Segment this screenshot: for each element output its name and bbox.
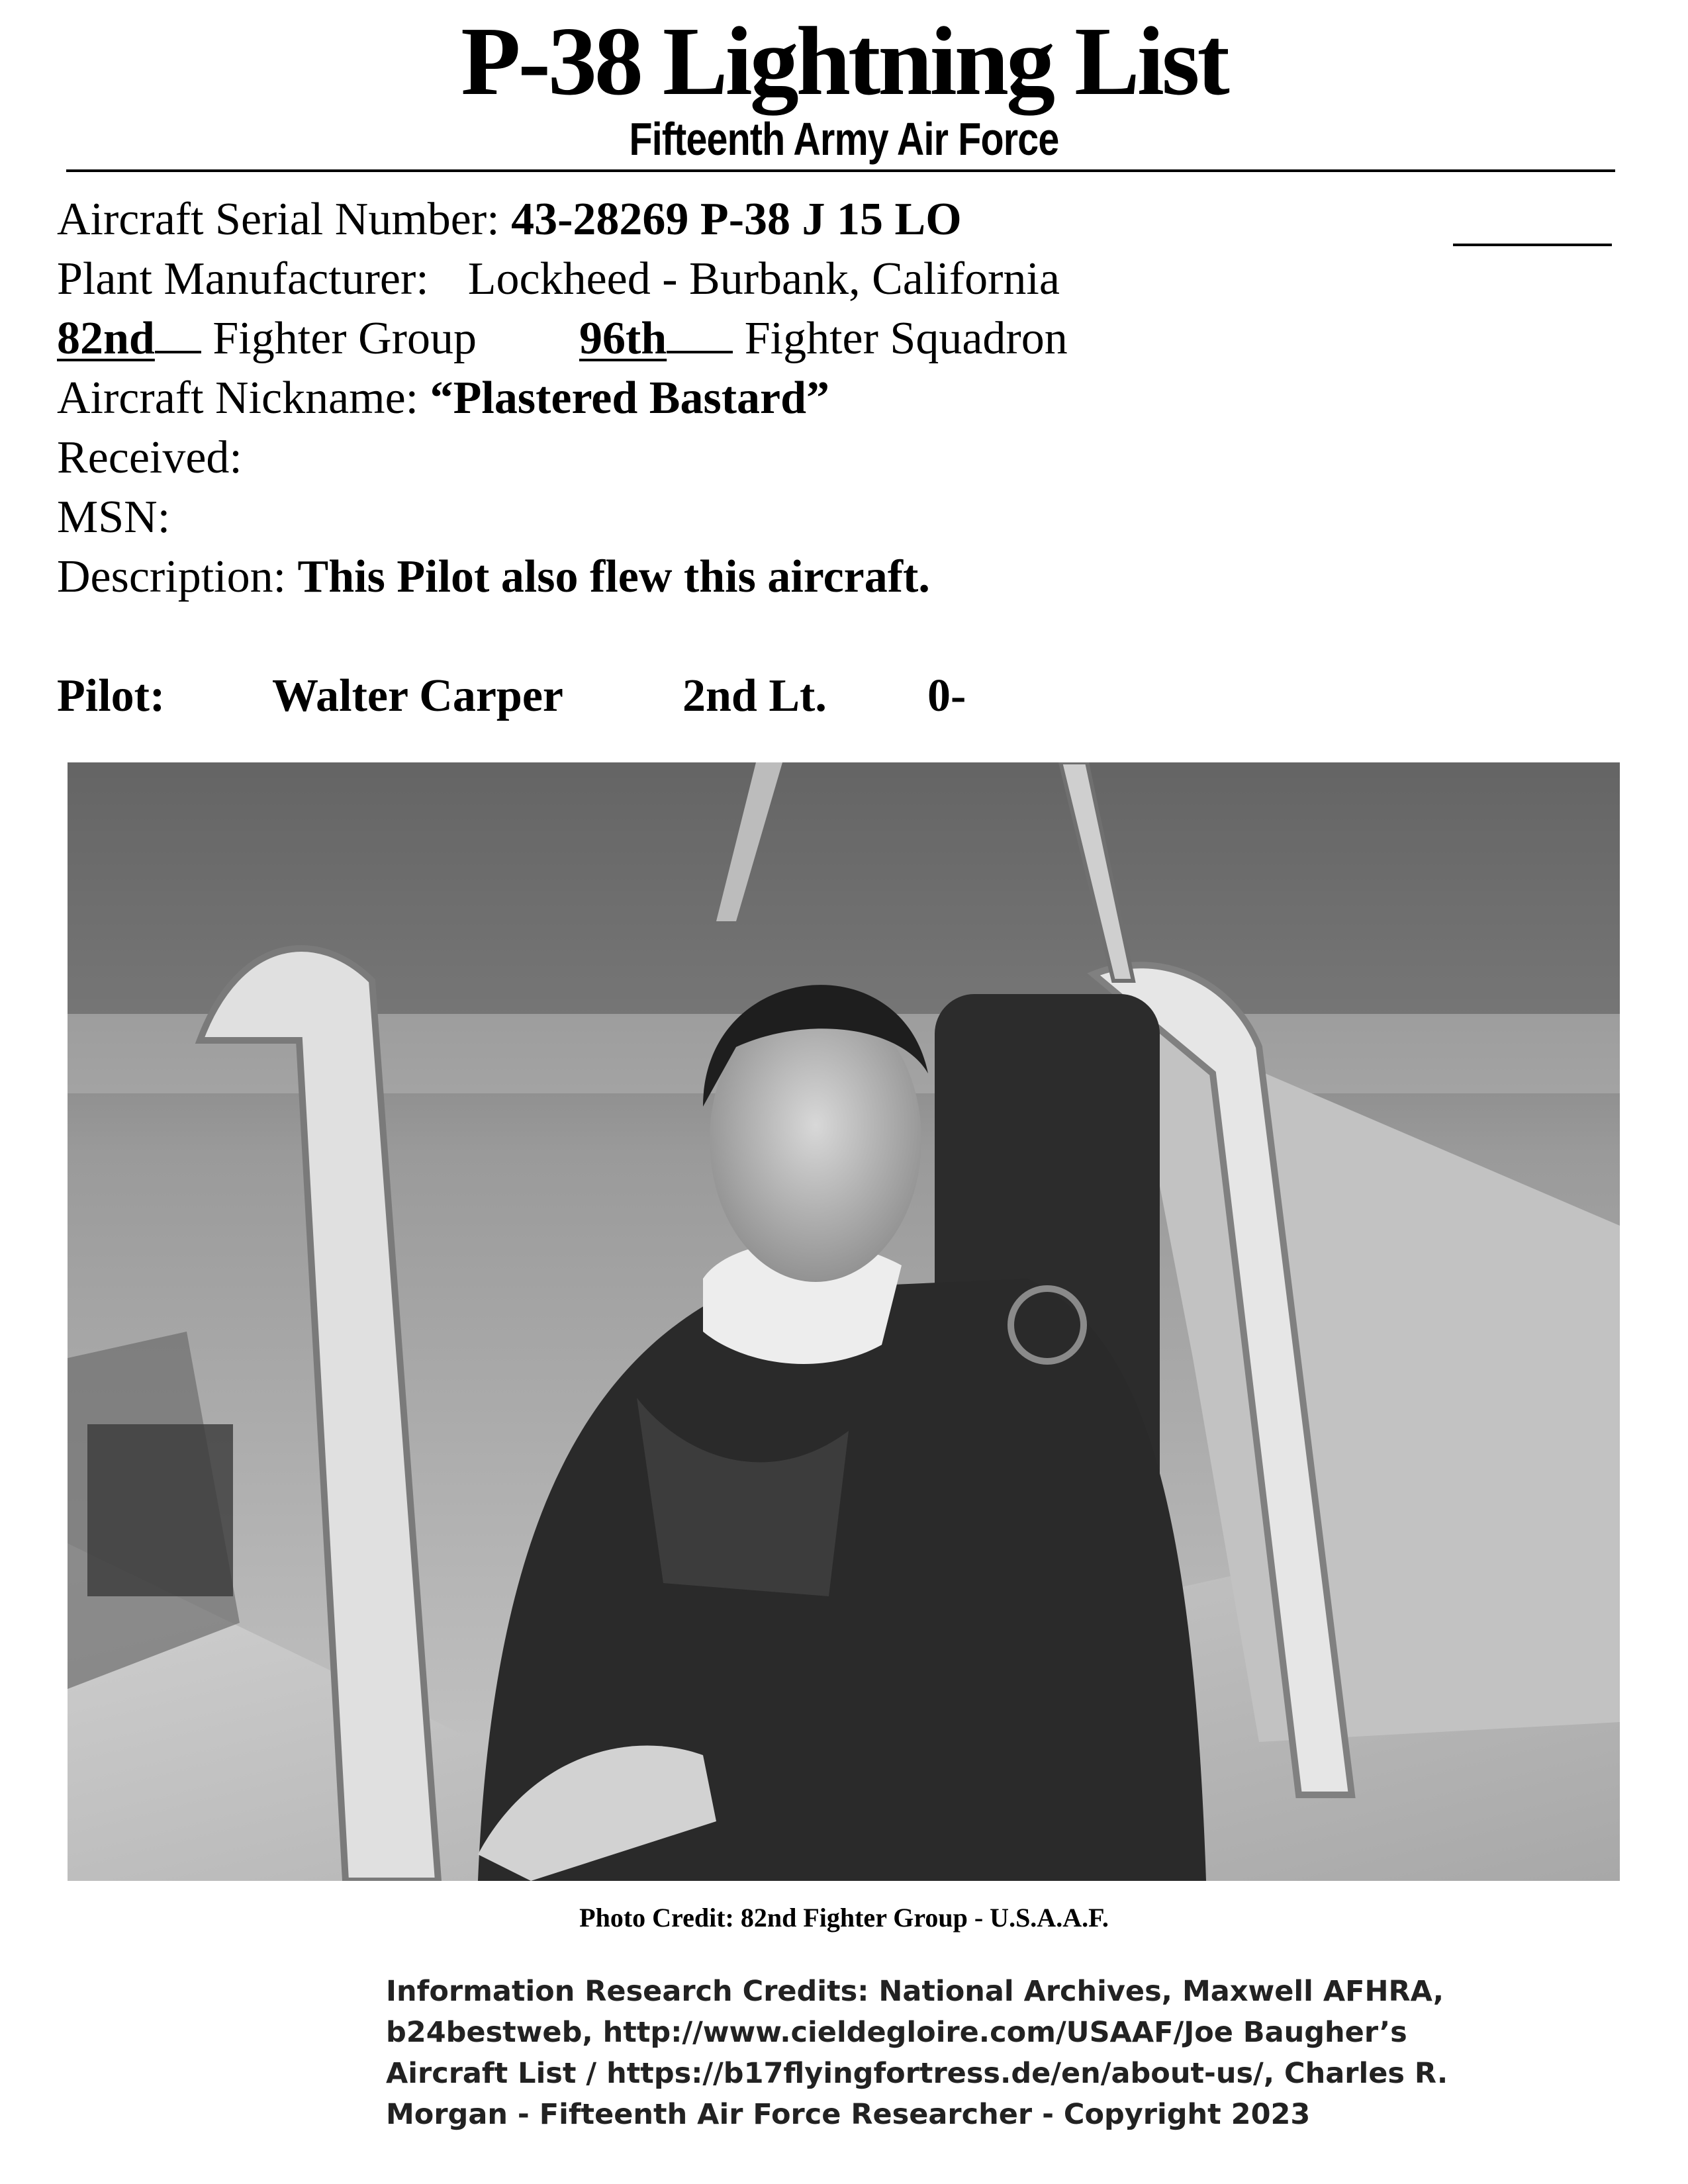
nickname-value: “Plastered Bastard” (430, 373, 829, 424)
pilot-service-number: 0- (927, 670, 966, 721)
manufacturer-label: Plant Manufacturer: (57, 253, 429, 304)
credits-line: Morgan - Fifteenth Air Force Researcher - Copyright 2023 (386, 2098, 1311, 2131)
squadron-label: Fighter Squadron (744, 313, 1068, 364)
nickname-row (57, 372, 829, 425)
msn-label: MSN: (57, 492, 171, 543)
group-label: Fighter Group (212, 313, 477, 364)
group-value: 82nd (57, 313, 155, 364)
pilot-photo (68, 762, 1620, 1881)
serial-label: Aircraft Serial Number: (57, 194, 500, 245)
manufacturer-value: Lockheed - Burbank, California (467, 253, 1060, 304)
pilot-row (57, 670, 966, 723)
msn-row (57, 491, 170, 544)
squadron-value: 96th (579, 313, 667, 364)
manufacturer-row (57, 253, 1060, 306)
research-credits (386, 1971, 1448, 2135)
credits-line: Aircraft List / https://b17flyingfortress.de/en/about-us/, Charles R. (386, 2057, 1448, 2090)
credits-line: Information Research Credits: National Archives, Maxwell AFHRA, (386, 1975, 1444, 2008)
serial-row (57, 193, 962, 246)
pilot-label: Pilot: (57, 670, 165, 721)
received-row (57, 432, 242, 484)
credits-line: b24bestweb, http://www.cieldegloire.com/USAAF/Joe Baugher’s (386, 2016, 1407, 2049)
nickname-label: Aircraft Nickname: (57, 373, 419, 424)
blank-underline (1453, 244, 1612, 246)
received-label: Received: (57, 432, 242, 483)
page-subtitle: Fifteenth Army Air Force (629, 113, 1059, 165)
description-row (57, 551, 930, 604)
pilot-name: Walter Carper (272, 670, 563, 721)
description-value: This Pilot also flew this aircraft. (297, 551, 930, 602)
pilot-rank: 2nd Lt. (682, 670, 827, 721)
description-label: Description: (57, 551, 287, 602)
serial-value: 43-28269 P-38 J 15 LO (511, 194, 962, 245)
photo-caption: Photo Credit: 82nd Fighter Group - U.S.A.A.F. (579, 1903, 1109, 1933)
unit-row (57, 312, 1068, 365)
header-divider (66, 169, 1615, 172)
page-title: P-38 Lightning List (461, 7, 1227, 116)
